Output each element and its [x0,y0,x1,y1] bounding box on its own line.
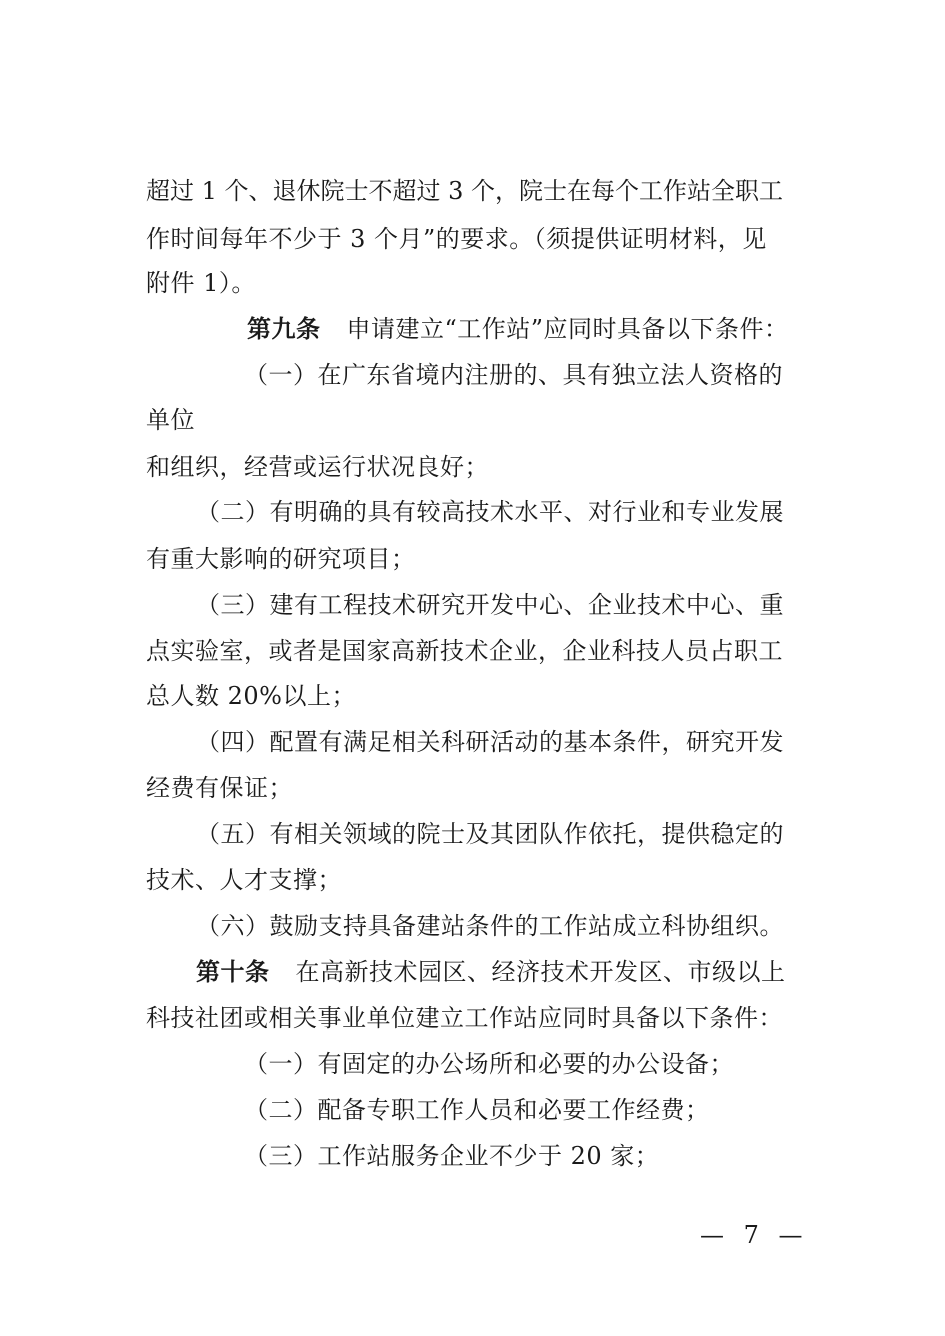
text-line: 科技社团或相关事业单位建立工作站应同时具备以下条件： [146,1004,783,1032]
article-10-line [196,957,786,987]
text-line: 点实验室，或者是国家高新技术企业，企业科技人员占职工 [146,637,783,665]
text-line: 经费有保证； [146,774,293,802]
text-line: （三）建有工程技术研究开发中心、企业技术中心、重 [196,591,784,619]
text-line: （三）工作站服务企业不少于 20 家； [244,1142,660,1170]
text-line: 作时间每年不少于 3 个月”的要求。（须提供证明材料，见 [146,225,767,253]
article-heading: 第十条 [196,958,270,986]
text-line: 附件 1）。 [146,269,256,297]
text-line: （四）配置有满足相关科研活动的基本条件，研究开发 [196,728,784,756]
text-line: 技术、人才支撑； [146,866,342,894]
text-line: （六）鼓励支持具备建站条件的工作站成立科协组织。 [196,912,784,940]
text-line: （一）在广东省境内注册的、具有独立法人资格的 [244,361,783,389]
article-text: 申请建立“工作站”应同时具备以下条件： [346,315,789,343]
text-line: 有重大影响的研究项目； [146,545,416,573]
text-line: （一）有固定的办公场所和必要的办公设备； [244,1050,734,1078]
text-line: （二）有明确的具有较高技术水平、对行业和专业发展 [196,498,784,526]
text-line: （二）配备专职工作人员和必要工作经费； [244,1096,710,1124]
text-line: 单位 [146,406,195,434]
text-line: 超过 1 个、退休院士不超过 3 个，院士在每个工作站全职工 [146,177,784,205]
page-number: — 7 — [700,1221,809,1249]
article-heading: 第九条 [247,315,321,343]
text-line: （五）有相关领域的院士及其团队作依托，提供稳定的 [196,820,784,848]
text-line: 总人数 20%以上； [146,682,356,710]
text-line: 和组织，经营或运行状况良好； [146,453,489,481]
article-9-line [247,314,789,344]
article-text: 在高新技术园区、经济技术开发区、市级以上 [295,958,786,986]
